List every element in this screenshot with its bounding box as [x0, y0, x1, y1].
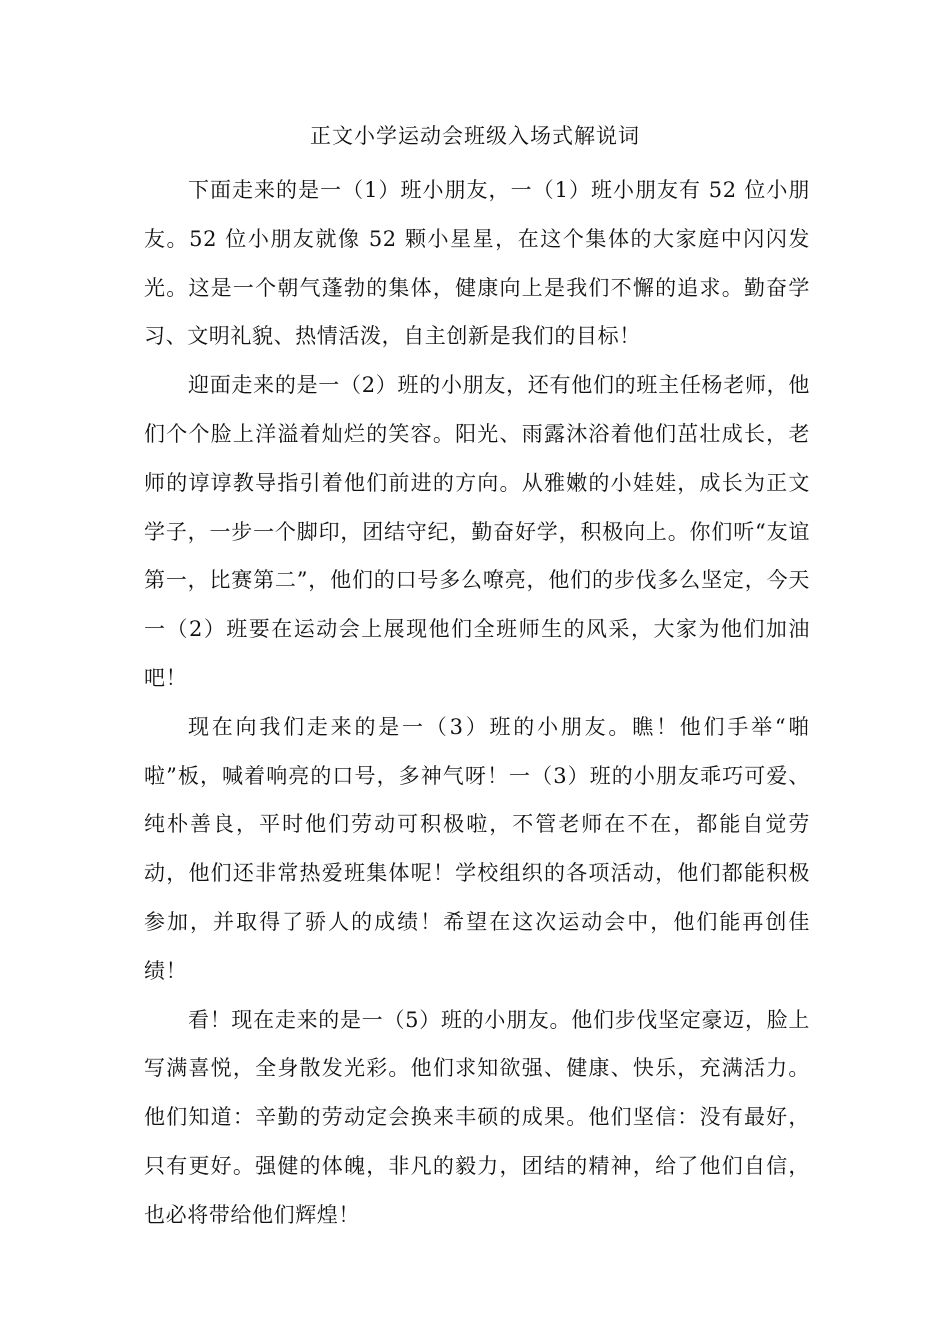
paragraph-class-1-2: 迎面走来的是一（2）班的小朋友，还有他们的班主任杨老师，他们个个脸上洋溢着灿烂的笑容。阳光、雨露沐浴着他们茁壮成长，老师的谆谆教导指引着他们前进的方向。从雅嫩的小娃娃，成长为正文学子，一步一个脚印，团结守纪，勤奋好学，积极向上。你们听“友谊第一，比赛第二”，他们的口号多么嘹亮，他们的步伐多么坚定，今天一（2）班要在运动会上展现他们全班师生的风采，大家为他们加油吧！ [144, 373, 810, 690]
paragraph-class-1-1: 下面走来的是一（1）班小朋友，一（1）班小朋友有 52 位小朋友。52 位小朋友就像 52 颗小星星，在这个集体的大家庭中闪闪发光。这是一个朝气蓬勃的集体，健康向上是我们不懈的追求。勤奋学习、文明礼貌、热情活泼，自主创新是我们的目标！ [144, 178, 810, 349]
paragraph-class-1-3: 现在向我们走来的是一（3）班的小朋友。瞧！他们手举“啪啦”板，喊着响亮的口号，多神气呀！一（3）班的小朋友乖巧可爱、纯朴善良，平时他们劳动可积极啦，不管老师在不在，都能自觉劳动，他们还非常热爱班集体呢！学校组织的各项活动，他们都能积极参加，并取得了骄人的成绩！希望在这次运动会中，他们能再创佳绩！ [144, 714, 810, 983]
document-title: 正文小学运动会班级入场式解说词 [310, 124, 640, 148]
paragraph-class-1-5: 看！现在走来的是一（5）班的小朋友。他们步伐坚定豪迈，脸上写满喜悦，全身散发光彩。他们求知欲强、健康、快乐，充满活力。他们知道：辛勤的劳动定会换来丰硕的成果。他们坚信：没有最好，只有更好。强健的体魄，非凡的毅力，团结的精神，给了他们自信，也必将带给他们辉煌！ [144, 1007, 810, 1227]
document-body [144, 166, 810, 1240]
